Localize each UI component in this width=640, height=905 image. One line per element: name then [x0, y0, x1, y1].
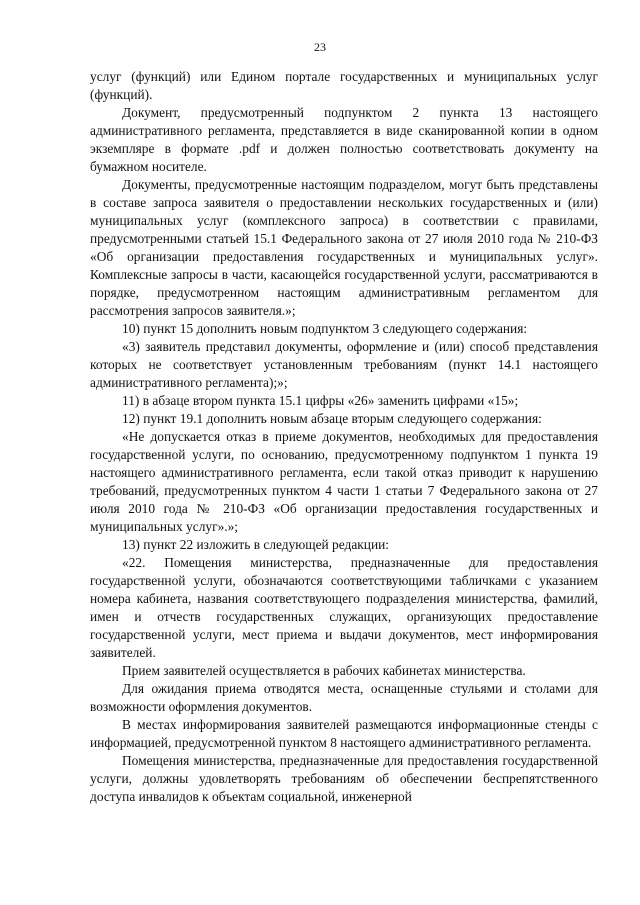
paragraph-info-stands: В местах информирования заявителей размещаются информационные стенды с информацией, предусмотренной пунктом 8 настоящего административного регламента.	[90, 717, 598, 750]
paragraph-item-11: 11) в абзаце втором пункта 15.1 цифры «26» заменить цифрами «15»;	[122, 393, 519, 408]
paragraph-item-10: 10) пункт 15 дополнить новым подпунктом 3 следующего содержания:	[122, 321, 528, 336]
page-number: 23	[314, 40, 326, 54]
paragraph-complex-request: Документы, предусмотренные настоящим подразделом, могут быть представлены в составе запроса заявителя о предоставлении нескольких государственных и (или) муниципальных услуг (комплексного запроса) в соответствии с правилами, предусмотренными статьей 15.1 Федерального закона от 27 июля 2010 года № 210-ФЗ «Об организации предоставления государственных и муниципальных услуг». Комплексные запросы в части, касающейся государственной услуги, рассматриваются в порядке, предусмотренном настоящим административным регламентом для рассмотрения запросов заявителя.»;	[90, 177, 598, 318]
paragraph-item-13: 13) пункт 22 изложить в следующей редакции:	[122, 537, 390, 552]
paragraph-reception: Прием заявителей осуществляется в рабочих кабинетах министерства.	[122, 663, 526, 678]
paragraph-continuation: услуг (функций) или Едином портале государственных и муниципальных услуг (функций).	[90, 69, 598, 102]
paragraph-point-22: «22. Помещения министерства, предназначенные для предоставления государственной услуги, обозначаются соответствующими табличками с указанием номера кабинета, названия соответствующего подразделения министерства, фамилий, имен и отчеств государственных служащих, организующих предоставление государственной услуги, мест приема и выдачи документов, мест информирования заявителей.	[90, 555, 598, 660]
paragraph-document-scan: Документ, предусмотренный подпунктом 2 пункта 13 настоящего административного регламента, представляется в виде сканированной копии в одном экземпляре в формате .pdf и должен полностью соответствовать документу на бумажном носителе.	[90, 105, 598, 174]
paragraph-refusal-clause: «Не допускается отказ в приеме документов, необходимых для предоставления государственной услуги, по основанию, предусмотренному подпунктом 1 пункта 19 настоящего административного регламента, если такой отказ приводит к нарушению требований, предусмотренных пунктом 4 части 1 статьи 7 Федерального закона от 27 июля 2010 года № 210-ФЗ «Об организации предоставления государственных и муниципальных услуг».»;	[90, 429, 598, 534]
paragraph-item-12: 12) пункт 19.1 дополнить новым абзаце вторым следующего содержания:	[122, 411, 542, 426]
document-body	[90, 68, 598, 806]
paragraph-subitem-3: «3) заявитель представил документы, оформление и (или) способ представления которых не соответствует установленным требованиям (пункт 14.1 настоящего административного регламента);»;	[90, 339, 598, 390]
paragraph-accessibility: Помещения министерства, предназначенные для предоставления государственной услуги, должны удовлетворять требованиям об обеспечении беспрепятственного доступа инвалидов к объектам социальной, инженерной	[90, 753, 598, 804]
paragraph-waiting-area: Для ожидания приема отводятся места, оснащенные стульями и столами для возможности оформления документов.	[90, 681, 598, 714]
